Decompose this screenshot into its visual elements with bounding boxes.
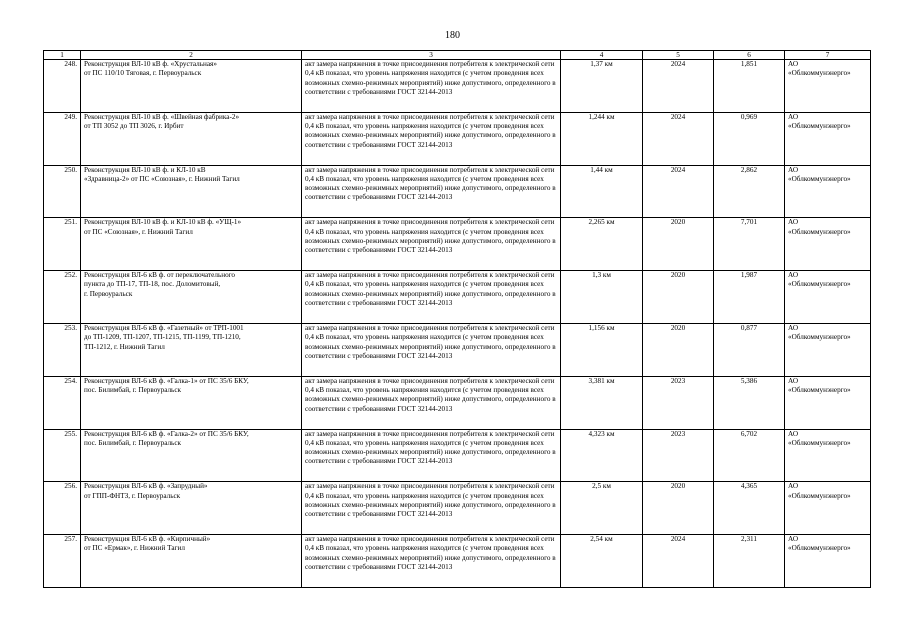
row-number-cell: 248. [44, 60, 81, 113]
line-length-cell: 2,5 км [561, 482, 643, 535]
page-number: 180 [445, 30, 460, 41]
value-cell: 2,862 [714, 165, 785, 218]
column-header: 7 [785, 51, 871, 60]
table-row [44, 60, 871, 113]
table-body [44, 60, 871, 588]
value-cell: 1,851 [714, 60, 785, 113]
line-length-cell: 1,37 км [561, 60, 643, 113]
organization-cell: АО «Облкоммунэнерго» [785, 429, 871, 482]
line-length-cell: 2,54 км [561, 535, 643, 588]
organization-cell: АО «Облкоммунэнерго» [785, 218, 871, 271]
organization-cell: АО «Облкоммунэнерго» [785, 165, 871, 218]
organization-cell: АО «Облкоммунэнерго» [785, 535, 871, 588]
row-number-cell: 252. [44, 271, 81, 324]
value-cell: 0,877 [714, 323, 785, 376]
row-number-cell: 257. [44, 535, 81, 588]
line-length-cell: 1,3 км [561, 271, 643, 324]
column-header: 5 [643, 51, 714, 60]
organization-cell: АО «Облкоммунэнерго» [785, 482, 871, 535]
column-header: 2 [81, 51, 302, 60]
year-cell: 2020 [643, 482, 714, 535]
table-row [44, 165, 871, 218]
organization-cell: АО «Облкоммунэнерго» [785, 271, 871, 324]
table-row [44, 323, 871, 376]
line-length-cell: 1,156 км [561, 323, 643, 376]
justification-cell: акт замера напряжения в точке присоединения потребителя к электрической сети 0,4 кВ показал, что уровень напряжения находится (с учетом проведения всех возможных схемно-режимных мероприятий) ниже допустимого, определенного в соответствии с требованиями ГОСТ 32144-2013 [302, 429, 561, 482]
justification-cell: акт замера напряжения в точке присоединения потребителя к электрической сети 0,4 кВ показал, что уровень напряжения находится (с учетом проведения всех возможных схемно-режимных мероприятий) ниже допустимого, определенного в соответствии с требованиями ГОСТ 32144-2013 [302, 165, 561, 218]
year-cell: 2020 [643, 218, 714, 271]
column-header: 3 [302, 51, 561, 60]
year-cell: 2024 [643, 60, 714, 113]
justification-cell: акт замера напряжения в точке присоединения потребителя к электрической сети 0,4 кВ показал, что уровень напряжения находится (с учетом проведения всех возможных схемно-режимных мероприятий) ниже допустимого, определенного в соответствии с требованиями ГОСТ 32144-2013 [302, 112, 561, 165]
table-row [44, 535, 871, 588]
justification-cell: акт замера напряжения в точке присоединения потребителя к электрической сети 0,4 кВ показал, что уровень напряжения находится (с учетом проведения всех возможных схемно-режимных мероприятий) ниже допустимого, определенного в соответствии с требованиями ГОСТ 32144-2013 [302, 271, 561, 324]
value-cell: 2,311 [714, 535, 785, 588]
line-length-cell: 2,265 км [561, 218, 643, 271]
table-row [44, 218, 871, 271]
value-cell: 5,386 [714, 376, 785, 429]
year-cell: 2024 [643, 112, 714, 165]
line-length-cell: 1,244 км [561, 112, 643, 165]
line-length-cell: 3,381 км [561, 376, 643, 429]
column-header: 6 [714, 51, 785, 60]
project-name-cell: Реконструкция ВЛ-10 кВ ф. и КЛ-10 кВ ф. «УЩ-1» от ПС «Союзная», г. Нижний Тагил [81, 218, 302, 271]
project-name-cell: Реконструкция ВЛ-6 кВ ф. «Газетный» от ТРП-1001 до ТП-1209, ТП-1207, ТП-1215, ТП-1199, ТП-1210, ТП-1212, г. Нижний Тагил [81, 323, 302, 376]
header-row [44, 51, 871, 60]
table-row [44, 271, 871, 324]
row-number-cell: 253. [44, 323, 81, 376]
column-header: 4 [561, 51, 643, 60]
row-number-cell: 255. [44, 429, 81, 482]
project-name-cell: Реконструкция ВЛ-10 кВ ф. «Швейная фабрика-2» от ТП 3052 до ТП 3026, г. Ирбит [81, 112, 302, 165]
justification-cell: акт замера напряжения в точке присоединения потребителя к электрической сети 0,4 кВ показал, что уровень напряжения находится (с учетом проведения всех возможных схемно-режимных мероприятий) ниже допустимого, определенного в соответствии с требованиями ГОСТ 32144-2013 [302, 218, 561, 271]
value-cell: 7,701 [714, 218, 785, 271]
justification-cell: акт замера напряжения в точке присоединения потребителя к электрической сети 0,4 кВ показал, что уровень напряжения находится (с учетом проведения всех возможных схемно-режимных мероприятий) ниже допустимого, определенного в соответствии с требованиями ГОСТ 32144-2013 [302, 482, 561, 535]
justification-cell: акт замера напряжения в точке присоединения потребителя к электрической сети 0,4 кВ показал, что уровень напряжения находится (с учетом проведения всех возможных схемно-режимных мероприятий) ниже допустимого, определенного в соответствии с требованиями ГОСТ 32144-2013 [302, 376, 561, 429]
justification-cell: акт замера напряжения в точке присоединения потребителя к электрической сети 0,4 кВ показал, что уровень напряжения находится (с учетом проведения всех возможных схемно-режимных мероприятий) ниже допустимого, определенного в соответствии с требованиями ГОСТ 32144-2013 [302, 535, 561, 588]
year-cell: 2023 [643, 376, 714, 429]
table-row [44, 429, 871, 482]
project-name-cell: Реконструкция ВЛ-6 кВ ф. «Запрудный» от ГПП-ФНТЗ, г. Первоуральск [81, 482, 302, 535]
line-length-cell: 1,44 км [561, 165, 643, 218]
year-cell: 2023 [643, 429, 714, 482]
table-row [44, 112, 871, 165]
data-table [43, 50, 871, 588]
row-number-cell: 249. [44, 112, 81, 165]
project-name-cell: Реконструкция ВЛ-6 кВ ф. «Галка-1» от ПС 35/6 БКУ, пос. Билимбай, г. Первоуральск [81, 376, 302, 429]
value-cell: 1,987 [714, 271, 785, 324]
row-number-cell: 250. [44, 165, 81, 218]
line-length-cell: 4,323 км [561, 429, 643, 482]
organization-cell: АО «Облкоммунэнерго» [785, 60, 871, 113]
project-name-cell: Реконструкция ВЛ-10 кВ ф. «Хрустальная» от ПС 110/10 Тяговая, г. Первоуральск [81, 60, 302, 113]
project-name-cell: Реконструкция ВЛ-6 кВ ф. от переключательного пункта до ТП-17, ТП-18, пос. Доломитовый, г. Первоуральск [81, 271, 302, 324]
organization-cell: АО «Облкоммунэнерго» [785, 112, 871, 165]
table-row [44, 376, 871, 429]
value-cell: 6,702 [714, 429, 785, 482]
value-cell: 4,365 [714, 482, 785, 535]
row-number-cell: 254. [44, 376, 81, 429]
project-name-cell: Реконструкция ВЛ-10 кВ ф. и КЛ-10 кВ «Здравница-2» от ПС «Союзная», г. Нижний Тагил [81, 165, 302, 218]
year-cell: 2024 [643, 165, 714, 218]
project-name-cell: Реконструкция ВЛ-6 кВ ф. «Галка-2» от ПС 35/6 БКУ, пос. Билимбай, г. Первоуральск [81, 429, 302, 482]
year-cell: 2020 [643, 323, 714, 376]
row-number-cell: 256. [44, 482, 81, 535]
value-cell: 0,969 [714, 112, 785, 165]
year-cell: 2024 [643, 535, 714, 588]
organization-cell: АО «Облкоммунэнерго» [785, 323, 871, 376]
table-row [44, 482, 871, 535]
row-number-cell: 251. [44, 218, 81, 271]
organization-cell: АО «Облкоммунэнерго» [785, 376, 871, 429]
year-cell: 2020 [643, 271, 714, 324]
project-name-cell: Реконструкция ВЛ-6 кВ ф. «Кирпичный» от ПС «Ермак», г. Нижний Тагил [81, 535, 302, 588]
justification-cell: акт замера напряжения в точке присоединения потребителя к электрической сети 0,4 кВ показал, что уровень напряжения находится (с учетом проведения всех возможных схемно-режимных мероприятий) ниже допустимого, определенного в соответствии с требованиями ГОСТ 32144-2013 [302, 60, 561, 113]
justification-cell: акт замера напряжения в точке присоединения потребителя к электрической сети 0,4 кВ показал, что уровень напряжения находится (с учетом проведения всех возможных схемно-режимных мероприятий) ниже допустимого, определенного в соответствии с требованиями ГОСТ 32144-2013 [302, 323, 561, 376]
column-header: 1 [44, 51, 81, 60]
